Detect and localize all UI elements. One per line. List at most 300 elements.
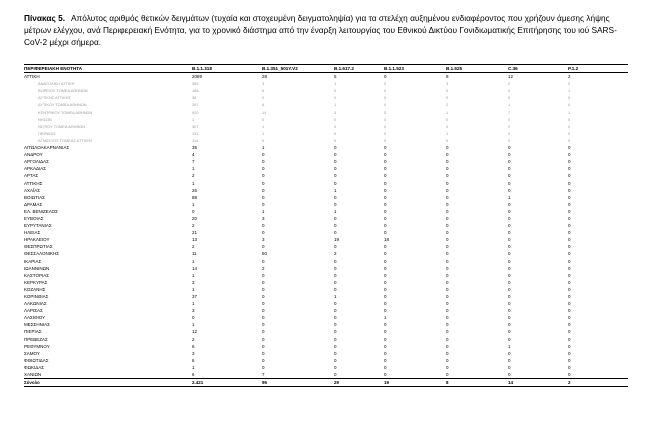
value-cell: 0: [334, 357, 337, 363]
region-name-cell: ΑΤΤΙΚΗΣ: [24, 180, 43, 186]
value-cell: 0: [568, 364, 571, 370]
header-b11523: B.1.1.523: [384, 65, 446, 73]
header-b11318: B.1.1.318: [192, 65, 262, 73]
value-cell: 0: [508, 116, 511, 122]
value-cell: 0: [446, 201, 449, 207]
value-cell: 1: [262, 130, 265, 136]
value-cell: 0: [334, 215, 337, 221]
value-cell: 0: [446, 286, 449, 292]
value-cell: 0: [568, 137, 571, 143]
value-cell: 0: [446, 166, 449, 172]
region-name-cell: ΛΑΚΩΝΙΑΣ: [24, 301, 47, 307]
region-name-cell: ΒΟΡΕΙΟΥ ΤΟΜΕΑ ΑΘΗΝΩΝ: [38, 88, 88, 94]
value-cell: 0: [508, 301, 511, 307]
value-cell: 0: [334, 159, 337, 165]
region-name-cell: ΚΕΡΚΥΡΑΣ: [24, 279, 48, 285]
value-cell: 0: [508, 152, 511, 158]
value-cell: 3: [262, 215, 265, 221]
value-cell: 0: [334, 123, 337, 129]
value-cell: 0: [262, 301, 265, 307]
value-cell: 5: [262, 88, 265, 94]
table-row: [24, 158, 628, 165]
value-cell: 0: [508, 315, 511, 321]
value-cell: 0: [334, 279, 337, 285]
table-caption: [24, 12, 634, 48]
value-cell: 3: [334, 109, 337, 115]
value-cell: 0: [384, 81, 387, 87]
value-cell: 1: [262, 145, 265, 151]
value-cell: 7: [192, 159, 195, 165]
region-name-cell: ΚΟΖΑΝΗΣ: [24, 286, 46, 292]
value-cell: 0: [384, 74, 387, 80]
value-cell: 50: [262, 251, 268, 257]
table-row: [24, 222, 628, 229]
region-name-cell: ΕΛ. ΒΕΝΙΖΕΛΟΣ: [24, 208, 58, 214]
value-cell: 0: [384, 357, 387, 363]
value-cell: 1: [568, 109, 571, 115]
value-cell: 0: [262, 152, 265, 158]
value-cell: 6: [192, 357, 195, 363]
value-cell: 0: [568, 173, 571, 179]
header-b1351: B.1.351_501Y.V2: [262, 65, 334, 73]
value-cell: 0: [446, 364, 449, 370]
header-b1525: B.1.525: [446, 65, 508, 73]
value-cell: 0: [262, 187, 265, 193]
value-cell: 2089: [192, 74, 203, 80]
value-cell: 0: [262, 137, 265, 143]
value-cell: 0: [334, 272, 337, 278]
value-cell: 0: [508, 336, 511, 342]
value-cell: 1: [192, 286, 195, 292]
value-cell: 0: [568, 294, 571, 299]
table-row: [24, 250, 628, 257]
total-cell: 95: [262, 379, 334, 387]
table-row: [24, 144, 628, 151]
value-cell: 1: [446, 109, 449, 115]
value-cell: 28: [262, 74, 268, 80]
value-cell: 0: [508, 159, 511, 165]
value-cell: 0: [568, 329, 571, 335]
value-cell: 0: [508, 244, 511, 250]
region-name-cell: ΙΩΑΝΝΙΝΩΝ: [24, 265, 50, 271]
value-cell: 0: [262, 116, 265, 122]
value-cell: 0: [446, 258, 449, 264]
value-cell: 359: [192, 81, 199, 87]
value-cell: 1: [192, 116, 195, 122]
region-name-cell: ΘΕΣΣΑΛΟΝΙΚΗΣ: [24, 251, 60, 257]
value-cell: 0: [334, 223, 337, 229]
value-cell: 0: [508, 294, 511, 299]
region-name-cell: ΧΑΝΙΩΝ: [24, 372, 42, 378]
region-name-cell: ΜΕΣΣΗΝΙΑΣ: [24, 322, 50, 328]
table-total-row: [24, 379, 628, 387]
table-row: [24, 201, 628, 208]
region-name-cell: ΝΗΣΩΝ: [38, 116, 52, 122]
table-row: [24, 258, 628, 265]
table-row: [24, 314, 628, 321]
value-cell: 0: [568, 152, 571, 158]
region-name-cell: ΙΚΑΡΙΑΣ: [24, 258, 42, 264]
value-cell: 0: [446, 301, 449, 307]
value-cell: 1: [334, 81, 337, 87]
value-cell: 37: [192, 294, 198, 299]
value-cell: 0: [508, 145, 511, 151]
value-cell: 0: [262, 166, 265, 172]
value-cell: 0: [334, 322, 337, 328]
value-cell: 0: [334, 116, 337, 122]
value-cell: 0: [334, 145, 337, 151]
value-cell: 0: [446, 315, 449, 321]
value-cell: 0: [262, 194, 265, 200]
value-cell: 35: [192, 145, 198, 151]
value-cell: 0: [446, 272, 449, 278]
total-cell: 29: [334, 379, 384, 387]
table-row: [24, 165, 628, 172]
value-cell: 0: [508, 137, 511, 143]
value-cell: 0: [568, 102, 571, 108]
region-name-cell: ΔΥΤΙΚΗΣ ΑΤΤΙΚΗΣ: [38, 95, 71, 101]
value-cell: 0: [262, 315, 265, 321]
total-label: Σύνολο: [24, 379, 192, 387]
value-cell: 1: [384, 315, 387, 321]
region-name-cell: ΕΥΒΟΙΑΣ: [24, 215, 44, 221]
value-cell: 131: [192, 130, 199, 136]
region-name-cell: ΗΛΕΙΑΣ: [24, 230, 41, 236]
table-row: [24, 336, 628, 343]
table-row: [24, 343, 628, 350]
value-cell: 0: [262, 357, 265, 363]
region-name-cell: ΑΡΓΟΛΙΔΑΣ: [24, 159, 49, 165]
region-name-cell: ΠΕΙΡΑΙΩΣ: [38, 130, 56, 136]
value-cell: 0: [446, 343, 449, 349]
value-cell: 6: [262, 102, 265, 108]
value-cell: 0: [446, 173, 449, 179]
value-cell: 0: [508, 265, 511, 271]
value-cell: 0: [446, 336, 449, 342]
value-cell: 0: [262, 258, 265, 264]
value-cell: 0: [384, 272, 387, 278]
table-row: [24, 321, 628, 328]
value-cell: 0: [384, 130, 387, 136]
table-row: [24, 180, 628, 187]
value-cell: 0: [334, 265, 337, 271]
value-cell: 0: [446, 159, 449, 165]
value-cell: 0: [508, 123, 511, 129]
value-cell: 1: [192, 201, 195, 207]
value-cell: 0: [334, 201, 337, 207]
value-cell: 0: [384, 102, 387, 108]
value-cell: 0: [508, 329, 511, 335]
value-cell: 0: [192, 315, 195, 321]
value-cell: 0: [508, 251, 511, 257]
value-cell: 0: [446, 230, 449, 236]
value-cell: 0: [262, 308, 265, 314]
value-cell: 3: [262, 81, 265, 87]
table-header-row: [24, 65, 628, 73]
value-cell: 14: [192, 265, 198, 271]
region-name-cell: ΠΙΕΡΙΑΣ: [24, 329, 42, 335]
value-cell: 0: [262, 223, 265, 229]
table-row: [24, 87, 628, 94]
value-cell: 0: [262, 244, 265, 250]
value-cell: 4: [192, 152, 195, 158]
value-cell: 18: [384, 237, 390, 243]
value-cell: 3: [192, 308, 195, 314]
value-cell: 0: [568, 223, 571, 229]
value-cell: 1: [192, 166, 195, 172]
value-cell: 0: [568, 130, 571, 136]
table-row: [24, 293, 628, 300]
table-row: [24, 215, 628, 222]
value-cell: 0: [446, 251, 449, 257]
value-cell: 0: [262, 173, 265, 179]
value-cell: 1: [446, 130, 449, 136]
value-cell: 0: [334, 180, 337, 186]
value-cell: 14: [262, 109, 267, 115]
region-name-cell: ΛΑΡΙΣΑΣ: [24, 308, 43, 314]
region-name-cell: ΠΡΕΒΕΖΑΣ: [24, 336, 48, 342]
header-c36: C.36: [508, 65, 568, 73]
value-cell: 0: [384, 308, 387, 314]
value-cell: 0: [568, 286, 571, 292]
value-cell: 1: [508, 343, 511, 349]
table-row: [24, 279, 628, 286]
value-cell: 1: [334, 102, 337, 108]
value-cell: 0: [568, 301, 571, 307]
value-cell: 1: [192, 272, 195, 278]
value-cell: 0: [334, 372, 337, 378]
value-cell: 0: [508, 357, 511, 363]
value-cell: 6: [192, 343, 195, 349]
table-row: [24, 357, 628, 364]
value-cell: 0: [334, 364, 337, 370]
table-row: [24, 101, 628, 108]
value-cell: 0: [508, 180, 511, 186]
value-cell: 11: [192, 251, 197, 257]
value-cell: 0: [568, 123, 571, 129]
table-row: [24, 137, 628, 144]
value-cell: 0: [384, 265, 387, 271]
value-cell: 0: [384, 109, 387, 115]
value-cell: 0: [508, 237, 511, 243]
value-cell: 0: [384, 123, 387, 129]
table-row: [24, 243, 628, 250]
table-row: [24, 172, 628, 179]
region-name-cell: ΘΕΣΠΡΩΤΙΑΣ: [24, 244, 53, 250]
value-cell: 0: [508, 286, 511, 292]
value-cell: 0: [508, 223, 511, 229]
value-cell: 88: [192, 194, 198, 200]
value-cell: 0: [262, 159, 265, 165]
value-cell: 7: [262, 372, 265, 378]
value-cell: 0: [446, 244, 449, 250]
value-cell: 2: [568, 74, 571, 80]
table-row: [24, 364, 628, 371]
value-cell: 0: [508, 258, 511, 264]
table-row: [24, 109, 628, 116]
value-cell: 0: [262, 95, 265, 101]
value-cell: 0: [508, 350, 511, 356]
value-cell: 2: [334, 251, 337, 257]
value-cell: 0: [192, 208, 195, 214]
value-cell: 0: [384, 286, 387, 292]
value-cell: 1: [262, 123, 265, 129]
region-name-cell: ΡΕΘΥΜΝΟΥ: [24, 343, 50, 349]
table-row: [24, 265, 628, 272]
value-cell: 0: [334, 152, 337, 158]
value-cell: 0: [568, 343, 571, 349]
table-row: [24, 371, 628, 379]
value-cell: 0: [508, 173, 511, 179]
value-cell: 0: [446, 329, 449, 335]
table-row: [24, 350, 628, 357]
value-cell: 1: [568, 88, 571, 94]
value-cell: 1: [192, 258, 195, 264]
value-cell: 0: [262, 322, 265, 328]
value-cell: 3: [446, 81, 449, 87]
value-cell: 0: [334, 95, 337, 101]
value-cell: 0: [384, 301, 387, 307]
value-cell: 0: [334, 130, 337, 136]
value-cell: 12: [508, 74, 514, 80]
value-cell: 0: [568, 81, 571, 87]
region-name-cell: ΔΥΤΙΚΟΥ ΤΟΜΕΑ ΑΘΗΝΩΝ: [38, 102, 87, 108]
region-name-cell: ΑΧΑΪΑΣ: [24, 187, 41, 193]
value-cell: 1: [192, 364, 195, 370]
value-cell: 0: [508, 215, 511, 221]
value-cell: 0: [568, 265, 571, 271]
value-cell: 0: [262, 350, 265, 356]
value-cell: 1: [508, 194, 511, 200]
value-cell: 0: [384, 166, 387, 172]
table-row: [24, 151, 628, 158]
total-cell: 2.421: [192, 379, 262, 387]
value-cell: 0: [446, 187, 449, 193]
region-name-cell: ΚΑΣΤΟΡΙΑΣ: [24, 272, 49, 278]
value-cell: 0: [508, 308, 511, 314]
value-cell: 12: [192, 329, 198, 335]
value-cell: 0: [446, 208, 449, 214]
value-cell: 2: [192, 336, 195, 342]
region-name-cell: ΑΓΝΩΣΤΟΣ ΤΟΜΕΑΣ ΑΤΤΙΚΗΣ: [38, 137, 93, 143]
caption-text: Απόλυτος αριθμός θετικών δειγμάτων (τυχαία και στοχευμένη δειγματοληψία) για τα στελέχη αυξημένου ενδιαφέροντος που χρήζουν άμεσης λήψης μέτρων ελέγχου, ανά Περιφερειακή Ενότητα, για το χρονικό διάστημα από την έναρξη λειτουργίας του Εθνικού Δικτύου Γονιδιωματικής Επιτήρησης του ιού SARS-CoV-2 μέχρι σήμερα.: [24, 13, 617, 47]
value-cell: 0: [568, 336, 571, 342]
value-cell: 1: [192, 301, 195, 307]
value-cell: 0: [508, 272, 511, 278]
value-cell: 0: [508, 130, 511, 136]
value-cell: 20: [192, 215, 198, 221]
value-cell: 0: [568, 279, 571, 285]
table-row: [24, 236, 628, 243]
value-cell: 0: [568, 194, 571, 200]
region-name-cell: ΑΝΔΡΟΥ: [24, 152, 43, 158]
value-cell: 0: [334, 244, 337, 250]
region-name-cell: ΔΡΑΜΑΣ: [24, 201, 43, 207]
table-row: [24, 208, 628, 215]
value-cell: 0: [262, 329, 265, 335]
value-cell: 0: [334, 315, 337, 321]
value-cell: 3: [192, 350, 195, 356]
value-cell: 0: [384, 364, 387, 370]
value-cell: 0: [508, 322, 511, 328]
value-cell: 0: [568, 272, 571, 278]
value-cell: 2: [446, 102, 449, 108]
value-cell: 0: [508, 201, 511, 207]
value-cell: 0: [262, 336, 265, 342]
value-cell: 1: [262, 208, 265, 214]
value-cell: 0: [508, 187, 511, 193]
value-cell: 0: [384, 322, 387, 328]
value-cell: 1: [334, 208, 337, 214]
value-cell: 0: [334, 166, 337, 172]
table-row: [24, 187, 628, 194]
region-name-cell: ΚΟΡΙΝΘΙΑΣ: [24, 294, 49, 299]
value-cell: 0: [568, 237, 571, 243]
value-cell: 38: [192, 95, 197, 101]
table-row: [24, 130, 628, 137]
value-cell: 0: [446, 372, 449, 378]
value-cell: 0: [384, 173, 387, 179]
value-cell: 13: [192, 237, 198, 243]
table-row: [24, 286, 628, 293]
value-cell: 0: [568, 308, 571, 314]
value-cell: 2: [508, 81, 511, 87]
region-name-cell: ΛΑΣΙΘΙΟΥ: [24, 315, 46, 321]
value-cell: 0: [384, 88, 387, 94]
value-cell: 0: [508, 95, 511, 101]
value-cell: 267: [192, 102, 199, 108]
value-cell: 0: [384, 223, 387, 229]
value-cell: 0: [508, 208, 511, 214]
table-row: [24, 328, 628, 335]
total-cell: 19: [384, 379, 446, 387]
value-cell: 0: [384, 145, 387, 151]
value-cell: 0: [334, 301, 337, 307]
value-cell: 0: [568, 166, 571, 172]
value-cell: 0: [334, 308, 337, 314]
value-cell: 6: [192, 372, 195, 378]
value-cell: 0: [568, 208, 571, 214]
value-cell: 0: [568, 159, 571, 165]
value-cell: 26: [192, 187, 198, 193]
table-body: [24, 73, 628, 379]
value-cell: 0: [262, 230, 265, 236]
value-cell: 0: [334, 137, 337, 143]
region-name-cell: ΕΥΡΥΤΑΝΙΑΣ: [24, 223, 52, 229]
value-cell: 0: [334, 258, 337, 264]
value-cell: 0: [446, 265, 449, 271]
value-cell: 0: [384, 294, 387, 299]
value-cell: 1: [192, 322, 195, 328]
value-cell: 0: [446, 116, 449, 122]
value-cell: 0: [446, 123, 449, 129]
table-row: [24, 194, 628, 201]
value-cell: 0: [384, 208, 387, 214]
value-cell: 21: [192, 230, 198, 236]
value-cell: 3: [262, 237, 265, 243]
region-name-cell: ΚΕΝΤΡΙΚΟΥ ΤΟΜΕΑ ΑΘΗΝΩΝ: [38, 109, 93, 115]
value-cell: 0: [568, 251, 571, 257]
value-cell: 0: [262, 201, 265, 207]
value-cell: 0: [446, 145, 449, 151]
total-cell: 14: [508, 379, 568, 387]
value-cell: 0: [568, 372, 571, 378]
value-cell: 1: [334, 294, 337, 299]
value-cell: 0: [384, 350, 387, 356]
region-name-cell: ΑΝΑΤΟΛΙΚΗ ΑΤΤΙΚΗ: [38, 81, 75, 87]
value-cell: 0: [446, 308, 449, 314]
region-name-cell: ΣΑΜΟΥ: [24, 350, 40, 356]
